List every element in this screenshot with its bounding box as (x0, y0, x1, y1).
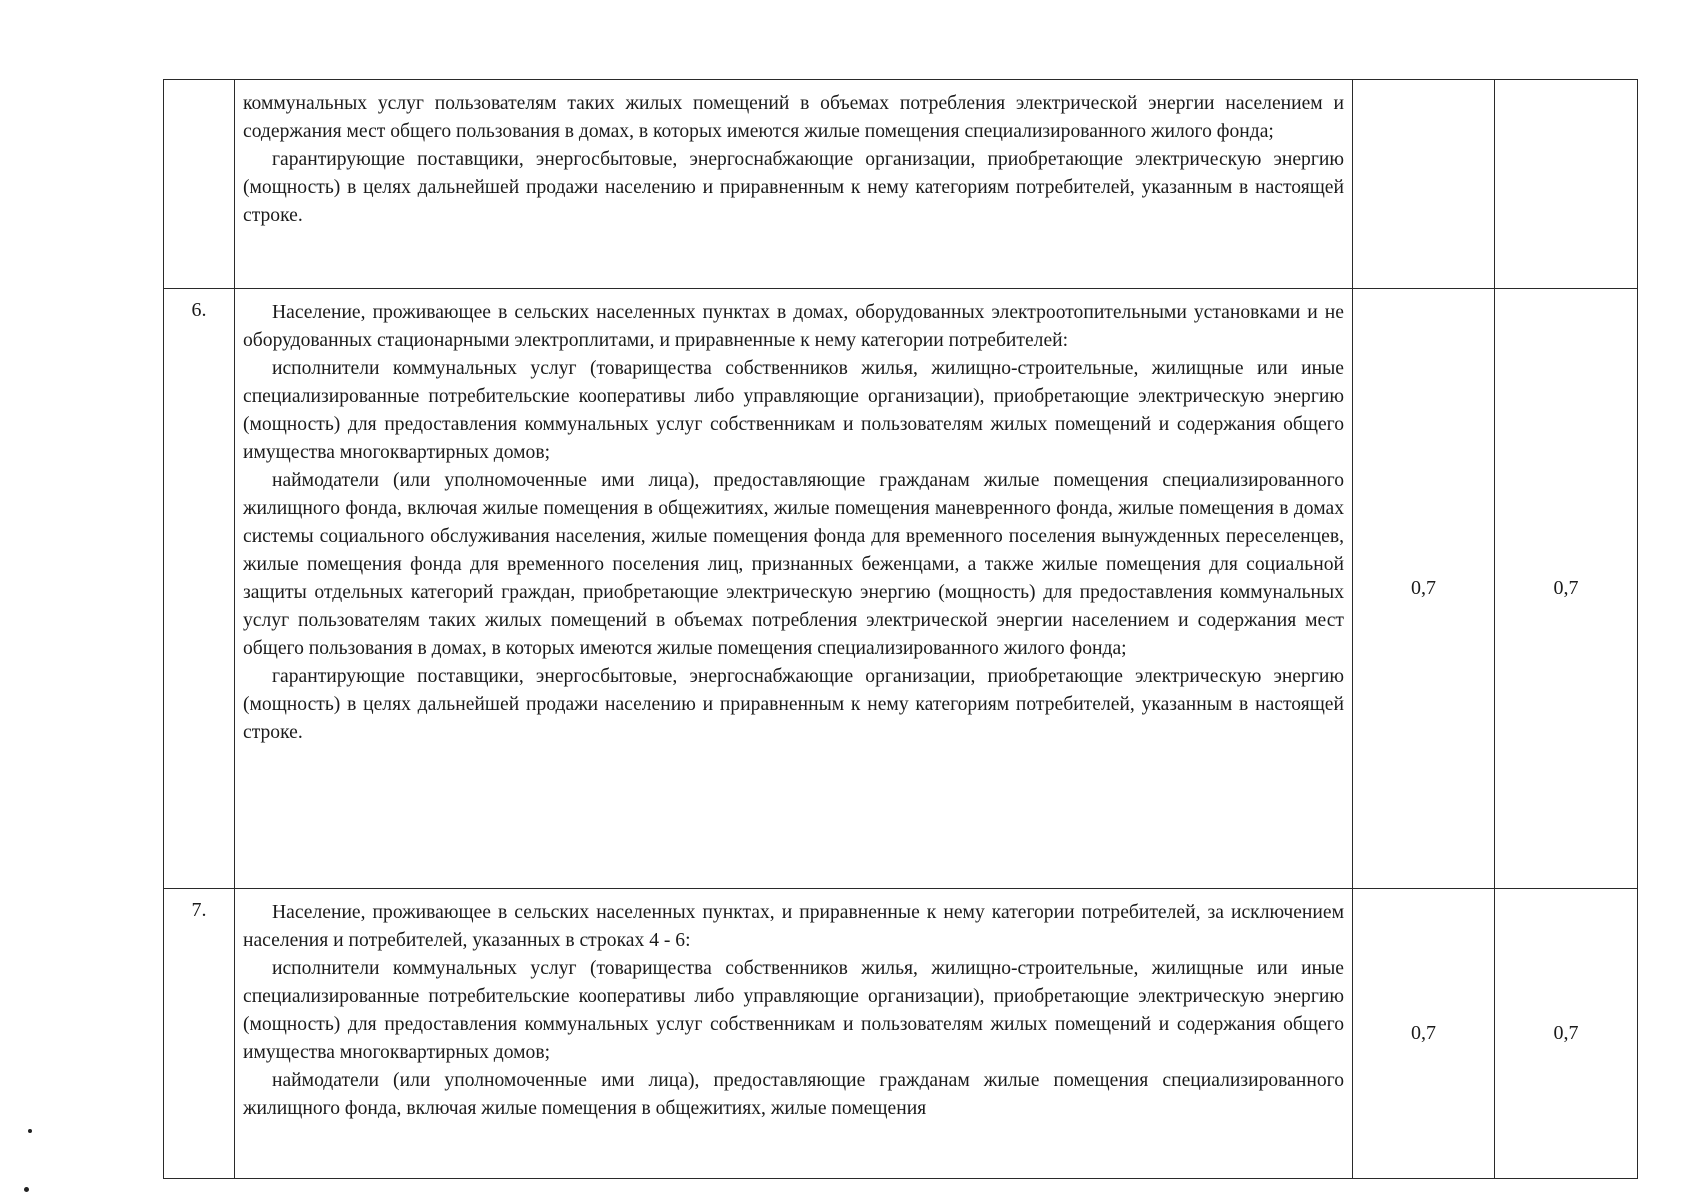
value-cell-2: 0,7 (1495, 289, 1638, 889)
row-description (235, 889, 1353, 1179)
paragraph: наймодатели (или уполномоченные ими лица), предоставляющие гражданам жилые помещения специализированного жилищного фонда, включая жилые помещения в общежитиях, жилые помещения маневренного фонда, жилые помещения в домах системы социального обслуживания населения, жилые помещения фонда для временного поселения вынужденных переселенцев, жилые помещения фонда для временного поселения лиц, признанных беженцами, а также жилые помещения для социальной защиты отдельных категорий граждан, приобретающие электрическую энергию (мощность) для предоставления коммунальных услуг пользователям таких жилых помещений в объемах потребления электрической энергии населением и содержания мест общего пользования в домах, в которых имеются жилые помещения специализированного жилого фонда; (243, 470, 1344, 659)
paragraph: Население, проживающее в сельских населенных пунктах, и приравненные к нему категории потребителей, за исключением населения и потребителей, указанных в строках 4 - 6: (243, 902, 1344, 951)
table-row (164, 889, 1638, 1179)
row-description (235, 289, 1353, 889)
value-cell-1 (1353, 80, 1495, 289)
paragraph: исполнители коммунальных услуг (товарищества собственников жилья, жилищно-строительные, жилищные или иные специализированные потребительские кооперативы либо управляющие организации), приобретающие электрическую энергию (мощность) для предоставления коммунальных услуг собственникам и пользователям жилых помещений и содержания общего имущества многоквартирных домов; (243, 358, 1344, 463)
value-cell-1: 0,7 (1353, 889, 1495, 1179)
table-row (164, 289, 1638, 889)
paragraph: Население, проживающее в сельских населенных пунктах в домах, оборудованных электроотопительными установками и не оборудованных стационарными электроплитами, и приравненные к нему категории потребителей: (243, 302, 1344, 351)
scan-speck (28, 1129, 32, 1133)
paragraph: гарантирующие поставщики, энергосбытовые, энергоснабжающие организации, приобретающие электрическую энергию (мощность) в целях дальнейшей продажи населению и приравненным к нему категориям потребителей, указанным в настоящей строке. (243, 149, 1344, 226)
value-cell-2: 0,7 (1495, 889, 1638, 1179)
value-cell-2 (1495, 80, 1638, 289)
value-cell-1: 0,7 (1353, 289, 1495, 889)
scan-speck (24, 1187, 29, 1192)
table-row (164, 80, 1638, 289)
tariff-table (163, 79, 1638, 1179)
paragraph: коммунальных услуг пользователям таких жилых помещений в объемах потребления электрической энергии населением и содержания мест общего пользования в домах, в которых имеются жилые помещения специализированного жилого фонда; (243, 93, 1344, 142)
paragraph: наймодатели (или уполномоченные ими лица), предоставляющие гражданам жилые помещения специализированного жилищного фонда, включая жилые помещения в общежитиях, жилые помещения (243, 1070, 1344, 1119)
row-number: 7. (164, 889, 235, 1179)
paragraph: гарантирующие поставщики, энергосбытовые, энергоснабжающие организации, приобретающие электрическую энергию (мощность) в целях дальнейшей продажи населению и приравненным к нему категориям потребителей, указанным в настоящей строке. (243, 666, 1344, 743)
row-description (235, 80, 1353, 289)
row-number: 6. (164, 289, 235, 889)
row-number (164, 80, 235, 289)
paragraph: исполнители коммунальных услуг (товарищества собственников жилья, жилищно-строительные, жилищные или иные специализированные потребительские кооперативы либо управляющие организации), приобретающие электрическую энергию (мощность) для предоставления коммунальных услуг собственникам и пользователям жилых помещений и содержания общего имущества многоквартирных домов; (243, 958, 1344, 1063)
